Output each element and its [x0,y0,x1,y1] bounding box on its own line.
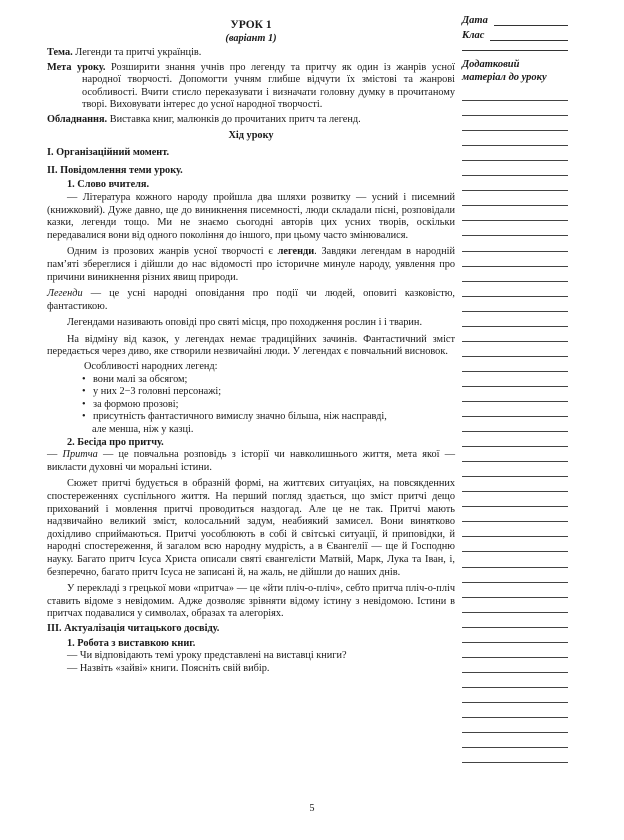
note-line [462,688,568,703]
note-line [462,387,568,402]
item-2-text: 2. Бесіда про притчу. [67,436,164,448]
note-line [462,146,568,161]
class-field [462,26,568,41]
features-heading: Особливості народних легенд: [84,361,218,373]
note-line [462,507,568,522]
note-line [462,236,568,251]
note-line [462,628,568,643]
item-3 [47,638,455,651]
note-line [462,598,568,613]
item-1 [47,179,455,192]
note-line [462,703,568,718]
theme-label: Тема. [47,47,73,58]
note-line [462,477,568,492]
note-line [462,537,568,552]
note-line [462,417,568,432]
paragraph-8: У перекладі з грецької мови «притча» — це «йти пліч-о-пліч», себто притча пліч-о-пліч ставить відоме з невідомим. Адже дозволяє зрівняти відому істину з невідомою. Істини в притчах подавалися у символах, образах та алегоріях. [47,583,455,620]
equipment-text: Виставка книг, малюнків до прочитаних притч та легенд. [107,113,361,125]
section-1: І. Організаційний момент. [47,147,170,159]
note-line [462,447,568,462]
equipment-line [47,114,455,127]
parable-term: Притча [62,449,98,461]
class-label: Клас [462,30,485,41]
legend-definition-term: Легенди [47,288,83,300]
course-heading: Хід уроку [228,129,274,141]
note-line [462,131,568,146]
lesson-variant: (варіант 1) [225,33,277,44]
paragraph-7: Сюжет притчі будується в образній формі, на життєвих ситуаціях, на повсякденних спостереженнях суспільного життя. На перший погляд здається, що зміст притчі дещо прихований і мовлення притчі проводиться наздогад. Але це не так. Притчі мають надзвичайно великий зміст, колосальний задум, неабиякий замисел. Вони винятково дохідливо сприймаються. Притчі уособлюють в собі й світські ситуації, й приповідки, й народні спостереження, й загалом всю народну мудрість, а в Євангелії — ще й Господню науку. Багато притч Ісуса Христа описали святі євангелісти Матвій, Марк, Лука та Іван, і, безперечно, багато притч Ісуса не записані й, на жаль, не дійшли до наших днів. [47,478,455,578]
theme-text: Легенди та притчі українців. [72,47,202,58]
note-line [462,161,568,176]
section-3: ІІІ. Актуалізація читацького досвіду. [47,622,220,634]
paragraph-3-rest: — це усні народні оповідання про події чи людей, оповиті казковістю, фантастикою. [47,288,455,312]
note-line [462,282,568,297]
question-1: — Чи відповідають темі уроку представлені на виставці книги? [67,650,347,662]
goal-line [47,62,455,112]
note-line [462,522,568,537]
paragraph-4: Легендами називають оповіді про святі місця, про походження рослин і і тварин. [67,317,423,329]
note-line [462,462,568,477]
note-line [462,221,568,236]
date-blank [494,14,568,26]
date-label: Дата [462,15,488,26]
paragraph-6-dash: — [47,449,63,461]
paragraph-2 [47,246,455,284]
note-line [462,568,568,583]
list-item: • вони малі за обсягом; [82,374,455,387]
paragraph-6-rest: — це повчальна розповідь з історії чи навколишнього життя, мета якої — викласти духовні чи моральні істини. [47,449,455,473]
goal-label: Мета уроку. [47,61,106,73]
note-line [462,733,568,748]
question-2: — Назвіть «зайві» книги. Поясніть свій вибір. [67,662,270,674]
item-2 [47,437,455,450]
note-line [462,86,568,101]
note-line [462,583,568,598]
note-line [462,312,568,327]
divider [462,41,568,51]
note-line [462,492,568,507]
paragraph-3 [47,288,455,313]
note-lines [462,86,568,763]
note-line [462,718,568,733]
note-line [462,402,568,417]
list-item: • за формою прозові; [82,399,455,412]
note-line [462,552,568,567]
extra-material-label [462,59,568,84]
lesson-title: УРОК 1 [230,19,272,31]
extra-material-line-1: Додатковий [462,59,520,70]
legend-term: легенди [277,246,315,258]
note-line [462,357,568,372]
equipment-label: Обладнання. [47,113,108,125]
note-line [462,643,568,658]
page-number: 5 [309,803,315,814]
lesson-body [47,18,455,675]
features-list [47,374,455,424]
note-line [462,748,568,763]
class-blank [490,29,568,41]
note-line [462,101,568,116]
features-continuation: але менша, ніж у казці. [92,424,194,436]
item-1-text: 1. Слово вчителя. [67,179,150,191]
paragraph-2-b: . Завдяки легендам в народній пам’яті збереглися і дійшли до нас відомості про історичне минуле народу, уявлення про причини виникнення різних явищ природи. [47,246,455,283]
theme-line [47,47,455,60]
note-line [462,658,568,673]
paragraph-1: — Література кожного народу пройшла два шляхи розвитку — усний і писемний (книжковий). Дуже давно, ще до виникнення писемності, люди складали пісні, розповідали казки, легенди тощо. Ми не знаємо сьогодні авторів цих усних творів, оскільки передавалися вони від одного покоління до іншого, при цьому часто змінювалися. [47,191,455,241]
note-line [462,191,568,206]
list-item: • присутність фантастичного вимислу значно більша, ніж насправді, [82,411,455,424]
item-3-text: 1. Робота з виставкою книг. [67,637,196,649]
extra-material-line-2: матеріал до уроку [462,71,547,83]
note-line [462,372,568,387]
note-line [462,297,568,312]
paragraph-5: На відміну від казок, у легендах немає традиційних зачинів. Фантастичний зміст передається через диво, яке створили незвичайні люди. У легендах є повчальний висновок. [47,333,455,358]
goal-text: Розширити знання учнів про легенду та притчу як один із жанрів усної народної творчості. Допомогти учням глибше відчути їх змістові та жанрові особливості. Вчити стисло переказувати і визначати головну думку в прочитаному творі. Виховувати інтерес до усної народної творчості. [82,61,456,111]
note-line [462,342,568,357]
note-line [462,613,568,628]
note-line [462,673,568,688]
note-line [462,267,568,282]
note-line [462,432,568,447]
sidebar-notes [462,11,568,763]
list-item: • у них 2−3 головні персонажі; [82,386,455,399]
section-2: ІІ. Повідомлення теми уроку. [47,164,183,176]
date-field [462,11,568,26]
paragraph-2-a: Одним із прозових жанрів усної творчості є [67,246,278,258]
note-line [462,327,568,342]
note-line [462,176,568,191]
note-line [462,206,568,221]
note-line [462,252,568,267]
note-line [462,116,568,131]
paragraph-6 [47,449,455,474]
